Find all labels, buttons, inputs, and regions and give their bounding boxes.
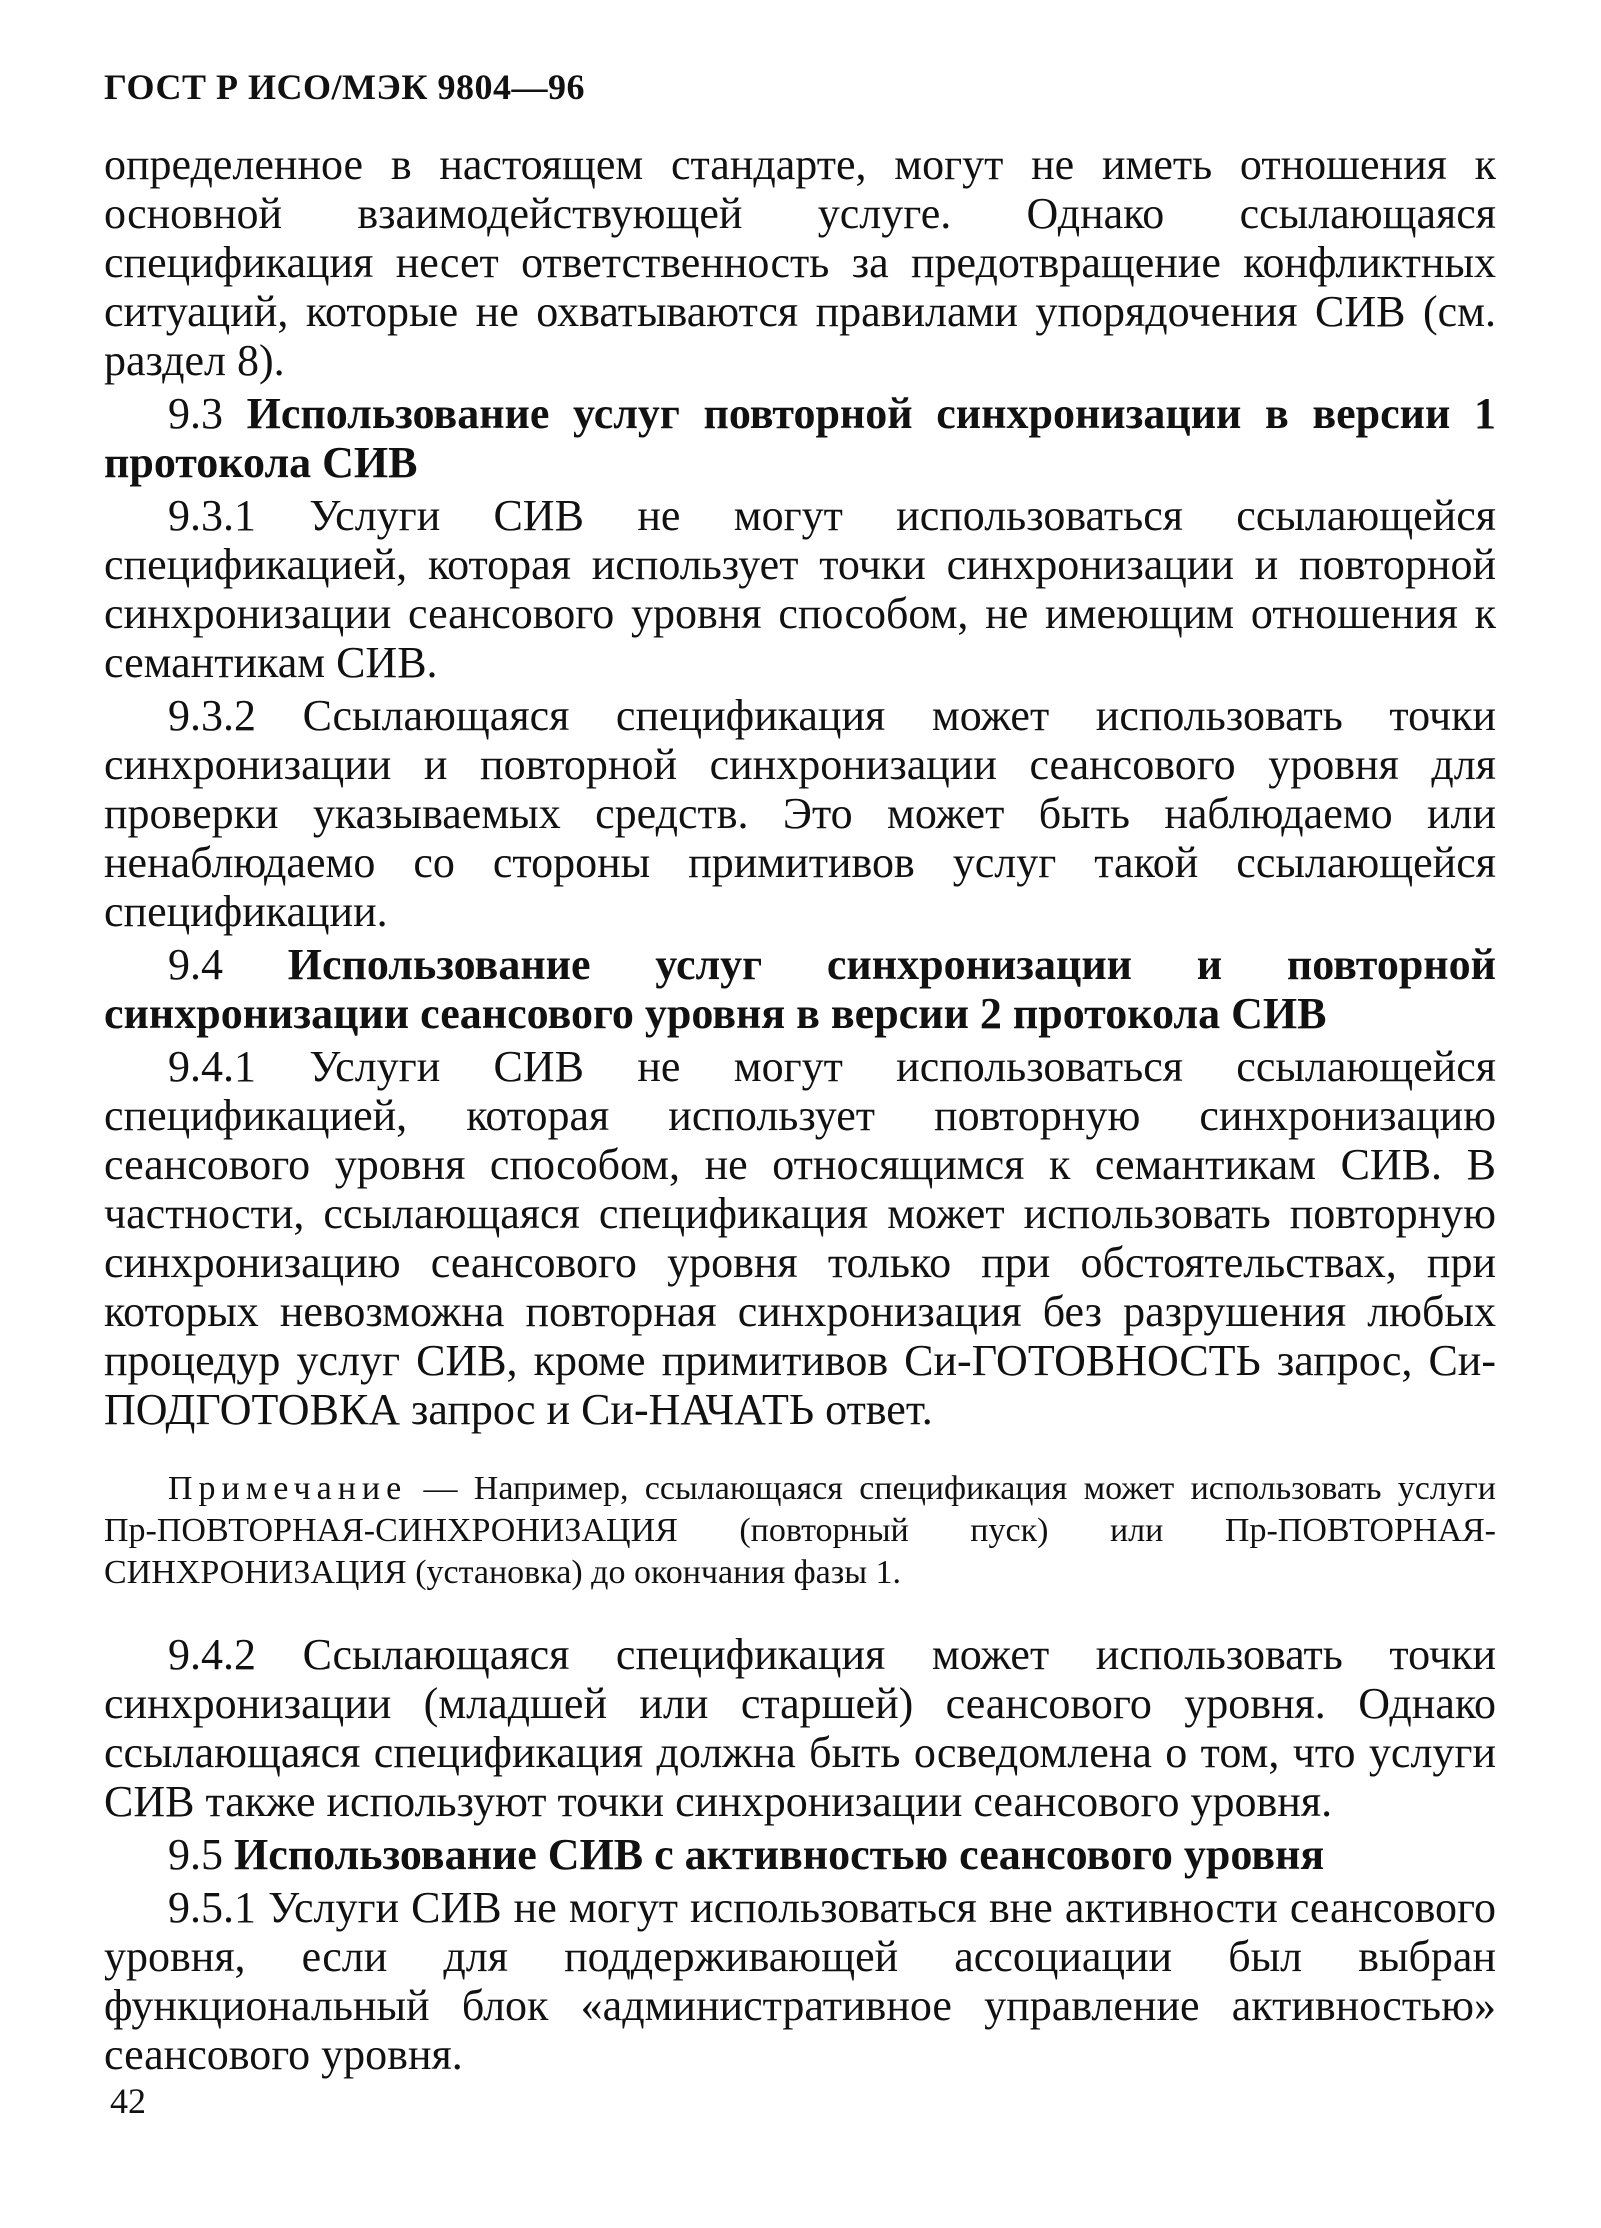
note-label: Примечание [168,1470,408,1507]
section-number: 9.5 [168,1830,223,1879]
section-title: Использование услуг синхронизации и повторной синхронизации сеансового уровня в версии 2 протокола СИВ [104,940,1497,1038]
section-number: 9.3 [168,389,223,438]
page-header: ГОСТ Р ИСО/МЭК 9804—96 [104,67,585,107]
note [104,1468,1496,1594]
body-text [104,140,1496,2083]
note-text: — Например, ссылающаяся спецификация может использовать услуги Пр-ПОВТОРНАЯ-СИНХРОНИЗАЦИЯ (повторный пуск) или Пр-ПОВТОРНАЯ-СИНХРОНИЗАЦИЯ (установка) до окончания фазы 1. [104,1470,1496,1591]
section-heading-9-3 [104,389,1496,487]
paragraph-intro: определенное в настоящем стандарте, могут не иметь отношения к основной взаимодействующей услуге. Однако ссылающаяся спецификация несет ответственность за предотвращение конфликтных ситуаций, которые не охватываются правилами упорядочения СИВ (см. раздел 8). [104,140,1496,385]
page-number: 42 [110,2081,146,2121]
section-title: Использование услуг повторной синхронизации в версии 1 протокола СИВ [104,389,1497,487]
section-heading-9-5 [104,1830,1496,1879]
paragraph-9-4-2: 9.4.2 Ссылающаяся спецификация может использовать точки синхронизации (младшей или старшей) сеансового уровня. Однако ссылающаяся спецификация должна быть осведомлена о том, что услуги СИВ также используют точки синхронизации сеансового уровня. [104,1630,1496,1826]
paragraph-9-5-1: 9.5.1 Услуги СИВ не могут использоваться вне активности сеансового уровня, если для поддерживающей ассоциации был выбран функциональный блок «административное управление активностью» сеансового уровня. [104,1883,1496,2079]
section-number: 9.4 [168,940,223,989]
paragraph-9-3-1: 9.3.1 Услуги СИВ не могут использоваться ссылающейся спецификацией, которая использует точки синхронизации и повторной синхронизации сеансового уровня способом, не имеющим отношения к семантикам СИВ. [104,491,1496,687]
paragraph-9-3-2: 9.3.2 Ссылающаяся спецификация может использовать точки синхронизации и повторной синхронизации сеансового уровня для проверки указываемых средств. Это может быть наблюдаемо или ненаблюдаемо со стороны примитивов услуг такой ссылающейся спецификации. [104,691,1496,936]
paragraph-9-4-1: 9.4.1 Услуги СИВ не могут использоваться ссылающейся спецификацией, которая использует повторную синхронизацию сеансового уровня способом, не относящимся к семантикам СИВ. В частности, ссылающаяся спецификация может использовать повторную синхронизацию сеансового уровня только при обстоятельствах, при которых невозможна повторная синхронизация без разрушения любых процедур услуг СИВ, кроме примитивов Си-ГОТОВНОСТЬ запрос, Си-ПОДГОТОВКА запрос и Си-НАЧАТЬ ответ. [104,1042,1496,1434]
section-heading-9-4 [104,940,1496,1038]
section-title: Использование СИВ с активностью сеансового уровня [234,1830,1325,1879]
